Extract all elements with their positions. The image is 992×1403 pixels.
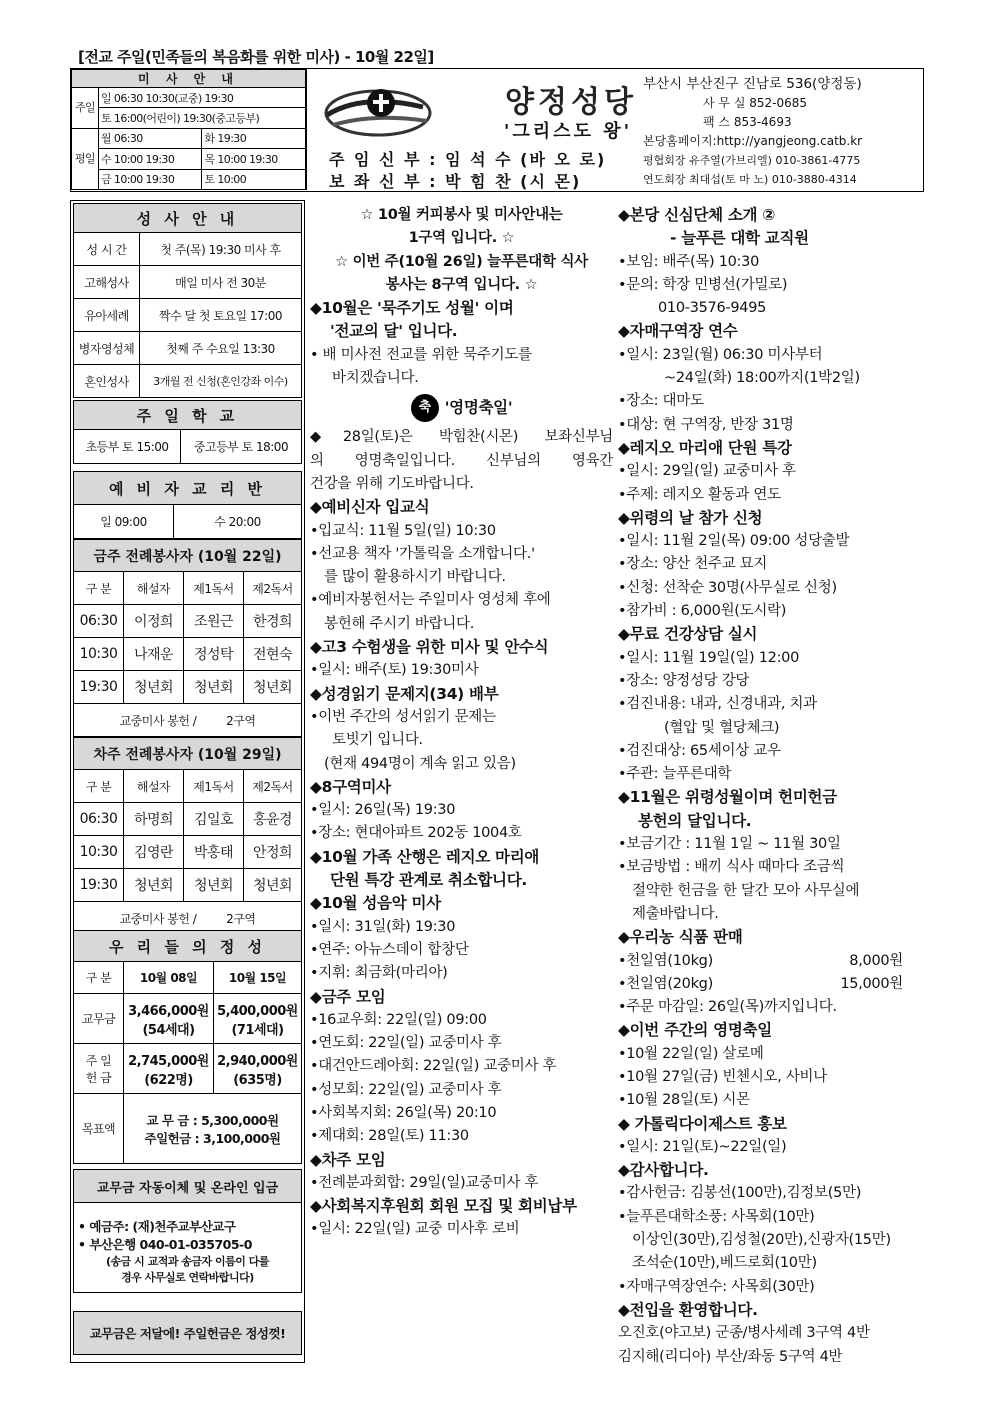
weekday-label: 평일 (72, 128, 99, 189)
text-line: •대상: 현 구역장, 반장 31명 (618, 416, 794, 433)
offerings-title: 우 리 들 의 정 성 (73, 930, 302, 962)
left-info-column (70, 200, 305, 1363)
middle-news-column (310, 204, 613, 1242)
text-line: •10월 22일(일) 살로메 (618, 1045, 764, 1062)
goal-row: 목표액 교 무 금 : 5,300,000원 주일헌금 : 3,100,000원 (73, 1094, 302, 1164)
weekday-mass: 토 10:00 (202, 169, 306, 189)
section-heading: ◆위령의 날 참가 신청 (618, 508, 763, 527)
notice-line: ☆ 10월 커피봉사 및 미사안내는 (360, 207, 563, 223)
sacrament-row: 유아세례 짝수 달 첫 토요일 17:00 (73, 299, 302, 332)
text-line: •예비자봉헌서는 주일미사 영성체 후에 (310, 592, 551, 609)
section-heading: ◆8구역미사 (310, 777, 391, 796)
section-heading: ◆10월은 '묵주기도 성월' 이며 (310, 299, 514, 318)
section-heading: 단원 특강 관계로 취소합니다. (330, 871, 527, 890)
text-line: •전례분과회합: 29일(일)교중미사 후 (310, 1174, 539, 1191)
text-line: (혈압 및 혈당체크) (664, 719, 780, 736)
product-price: 8,000원 (849, 952, 903, 969)
section-heading: ◆우리농 식품 판매 (618, 928, 743, 947)
text-line: 바치겠습니다. (332, 370, 419, 387)
text-line: •지휘: 최금화(마리아) (310, 965, 448, 982)
weekday-mass: 금 10:00 19:30 (99, 169, 202, 189)
text-line: •입교식: 11월 5일(일) 10:30 (310, 522, 496, 539)
text-line: •이번 주간의 성서읽기 문제는 (310, 708, 496, 725)
sunday-mass-2: 토 16:00(어린이) 19:30(중고등부) (99, 108, 306, 128)
footer-slogan: 교무금은 저달에! 주일헌금은 정성껏! (73, 1311, 302, 1355)
church-logo-icon (323, 83, 433, 139)
text-line: •일시: 23일(월) 06:30 미사부터 (618, 346, 823, 363)
catechumen-title: 예 비 자 교 리 반 (73, 471, 302, 505)
section-heading: 봉헌의 달입니다. (638, 811, 752, 830)
text-line: •신청: 선착순 30명(사무실로 신청) (618, 579, 837, 596)
text-line: •연주: 아뉴스데이 합창단 (310, 941, 469, 958)
servers-row: 19:30 청년회 청년회 청년회 (73, 869, 302, 902)
text-line: •보금방법 : 배끼 식사 때마다 조금씩 (618, 859, 845, 876)
product-price: 15,000원 (840, 975, 903, 992)
servers-row: 19:30 청년회 청년회 청년회 (73, 671, 302, 704)
section-heading: ◆무료 건강상담 실시 (618, 625, 758, 644)
text-line: •선교용 책자 '가톨릭을 소개합니다.' (310, 545, 535, 562)
text-line: 이상인(30만),김성철(20만),신광자(15만) (632, 1232, 891, 1249)
text-line: •10월 27일(금) 빈첸시오, 사비나 (618, 1068, 827, 1085)
text-line: 조석순(10만),베드로회(10만) (632, 1255, 817, 1272)
bulletin-title: [전교 주일(민족들의 복음화를 위한 미사) - 10월 22일] (78, 48, 434, 66)
servers-offering-row: 교중미사 봉헌 / 2구역 (73, 902, 302, 935)
contact-info (643, 75, 923, 189)
section-heading: ◆이번 주간의 영명축일 (618, 1021, 772, 1040)
text-line: •장소: 양산 천주교 묘지 (618, 556, 768, 573)
text-line: •일시: 21일(토)~22일(일) (618, 1138, 787, 1155)
feast-title: '영명축일' (444, 398, 513, 417)
section-heading: ◆성경읽기 문제지(34) 배부 (310, 684, 499, 703)
sacrament-row: 병자영성체 첫째 주 수요일 13:30 (73, 332, 302, 365)
homepage-link[interactable]: 본당홈페이지:http://yangjeong.catb.kr (643, 134, 863, 148)
servers-row: 10:30 김영란 박홍태 안정희 (73, 836, 302, 869)
feast-heading (310, 394, 613, 422)
church-name: 양정성당 (505, 85, 637, 120)
text-line: •일시: 29일(일) 교중미사 후 (618, 463, 796, 480)
text-line: 절약한 헌금을 한 달간 모아 사무실에 (632, 882, 860, 899)
text-line: 를 많이 활용하시기 바랍니다. (324, 569, 506, 586)
section-heading: ◆금주 모임 (310, 987, 386, 1006)
section-heading: ◆고3 수험생을 위한 미사 및 안수식 (310, 638, 549, 657)
text-line: (현재 494명이 계속 읽고 있음) (324, 755, 516, 772)
servers-next-week-title: 차주 전례봉사자 (10월 29일) (73, 737, 302, 770)
text-line: •주제: 레지오 활동과 연도 (618, 486, 781, 503)
text-line: •감사헌금: 김봉선(100만),김정보(5만) (618, 1185, 862, 1202)
servers-header-row: 구 분 해설자 제1독서 제2독서 (73, 572, 302, 605)
text-line: • 배 미사전 전교를 위한 묵주기도를 (310, 346, 532, 363)
mass-schedule-table (71, 69, 307, 190)
fax-number: 팩 스 853-4693 (703, 115, 792, 129)
sacrament-row: 성 시 간 첫 주(목) 19:30 미사 후 (73, 233, 302, 266)
servers-offering-row: 교중미사 봉헌 / 2구역 (73, 704, 302, 737)
sunday-label: 주일 (72, 88, 99, 129)
text-line: •보금기간 : 11월 1일 ~ 11월 30일 (618, 836, 841, 853)
text-line: •연도회: 22일(일) 교중미사 후 (310, 1035, 502, 1052)
text-line: •장소: 양정성당 강당 (618, 672, 750, 689)
text-line: 봉헌해 주시기 바랍니다. (324, 615, 474, 632)
section-heading: ◆자매구역장 연수 (618, 322, 738, 341)
text-line: 건강을 위해 기도바랍니다. (310, 475, 474, 492)
sacrament-row: 고해성사 매일 미사 전 30분 (73, 266, 302, 299)
mass-schedule-title: 미 사 안 내 (72, 70, 306, 88)
section-heading: ◆차주 모임 (310, 1150, 386, 1169)
text-line: •보임: 배주(목) 10:30 (618, 253, 759, 270)
notice-line: ☆ 이번 주(10월 26일) 늘푸른대학 식사 (335, 253, 588, 270)
text-line: 010-3576-9495 (658, 300, 767, 317)
product-name: •천일염(10kg) (618, 952, 713, 969)
text-line: •일시: 11월 2일(목) 09:00 성당출발 (618, 533, 850, 550)
sunday-school-row: 초등부 토 15:00 중고등부 토 18:00 (73, 430, 302, 464)
text-line: •주문 마감일: 26일(목)까지입니다. (618, 999, 837, 1016)
section-heading: '전교의 달' 입니다. (330, 322, 458, 341)
section-heading: ◆본당 신심단체 소개 ② (618, 206, 776, 224)
text-line: •제대회: 28일(토) 11:30 (310, 1128, 469, 1145)
office-phone: 사 무 실 852-0685 (703, 96, 807, 110)
servers-header-row: 구 분 해설자 제1독서 제2독서 (73, 770, 302, 803)
text-line: •장소: 현대아파트 202동 1004호 (310, 825, 522, 842)
sacraments-title: 성 사 안 내 (73, 203, 302, 233)
text-line: •검진내용: 내과, 신경내과, 치과 (618, 696, 817, 713)
text-line: •일시: 22일(일) 교중 미사후 로비 (310, 1221, 520, 1238)
section-heading: ◆ 가톨릭다이제스트 홍보 (618, 1114, 787, 1133)
price-line (618, 950, 923, 973)
text-line: •10월 28일(토) 시몬 (618, 1092, 750, 1109)
church-subtitle: '그리스도 왕' (503, 121, 633, 142)
weekday-mass: 화 19:30 (202, 128, 306, 148)
product-name: •천일염(20kg) (618, 975, 713, 992)
president-contact: 평협회장 유주열(가브리엘) 010-3861-4775 (643, 154, 861, 167)
weekday-mass: 수 10:00 19:30 (99, 149, 202, 169)
catechumen-row: 일 09:00 수 20:00 (73, 505, 302, 539)
section-heading: ◆사회복지후원회 회원 모집 및 회비납부 (310, 1197, 577, 1216)
text-line: •주관: 늘푸른대학 (618, 766, 732, 783)
bank-info: • 예금주: (재)천주교부산교구 • 부산은행 040-01-035705-0 (송금 시 교적과 송금자 이름이 다를 경우 사무실로 연락바랍니다) (73, 1203, 302, 1293)
text-line: •자매구역장연수: 사목회(30만) (618, 1278, 815, 1295)
price-line (618, 973, 923, 996)
section-heading: ◆레지오 마리애 단원 특강 (618, 438, 792, 457)
section-heading: ◆전입을 환영합니다. (618, 1300, 758, 1319)
text-line: •대건안드레아회: 22일(일) 교중미사 후 (310, 1058, 557, 1075)
tithe-row: 교무금 3,466,000원 (54세대) 5,400,000원 (71세대) (73, 994, 302, 1044)
pastor-name: 주 임 신 부 : 임 석 수 (바 오 로) (329, 150, 607, 169)
sunday-school-title: 주 일 학 교 (73, 400, 302, 430)
text-line: •늘푸른대학소풍: 사목회(10만) (618, 1208, 815, 1225)
section-heading: ◆예비신자 입교식 (310, 498, 430, 517)
servers-row: 06:30 하명희 김일호 홍윤경 (73, 803, 302, 836)
sacrament-row: 혼인성사 3개월 전 신청(혼인강좌 이수) (73, 365, 302, 398)
address: 부산시 부산진구 진남로 536(양정동) (643, 76, 862, 92)
text-line: ~24일(화) 18:00까지(1박2일) (664, 370, 860, 387)
text-line: •사회복지회: 26일(목) 20:10 (310, 1104, 497, 1121)
text-line: •성모회: 22일(일) 교중미사 후 (310, 1081, 502, 1098)
text-line: 의 영명축일입니다. 신부님의 영육간 (310, 452, 613, 469)
text-line: •일시: 배주(토) 19:30미사 (310, 662, 479, 679)
section-heading: - 늘푸른 대학 교직원 (670, 229, 809, 248)
servers-row: 10:30 나재운 정성탁 전현숙 (73, 638, 302, 671)
text-line: •일시: 11월 19일(일) 12:00 (618, 649, 800, 666)
section-heading: ◆11월은 위령성월이며 헌미헌금 (618, 788, 837, 807)
text-line: •일시: 26일(목) 19:30 (310, 802, 456, 819)
text-line: •문의: 학장 민병선(가밀로) (618, 276, 788, 293)
weekday-mass: 월 06:30 (99, 128, 202, 148)
text-line: •참가비 : 6,000원(도시락) (618, 603, 787, 620)
text-line: 오진호(야고보) 군종/병사세례 3구역 4반 (618, 1325, 870, 1342)
text-line: ◆28일(토)은 박힘찬(시몬) 보좌신부님 (310, 429, 613, 446)
weekday-mass: 목 10:00 19:30 (202, 149, 306, 169)
offerings-header-row: 구 분 10월 08일 10월 15일 (73, 962, 302, 994)
header-box (70, 68, 924, 192)
servers-row: 06:30 이정희 조원근 한경희 (73, 605, 302, 638)
assistant-priest-name: 보 좌 신 부 : 박 힘 찬 (시 몬) (329, 172, 582, 191)
section-heading: ◆10월 성음악 미사 (310, 894, 441, 913)
notice-line: 1구역 입니다. ☆ (408, 230, 515, 247)
notice-line: 봉사는 8구역 입니다. ☆ (385, 276, 538, 293)
youth-president-contact: 연도회장 최대섭(토 마 노) 010-3880-4314 (643, 173, 857, 186)
sunday-offering-row: 주 일 헌 금 2,745,000원 (622명) 2,940,000원 (635명) (73, 1044, 302, 1094)
text-line: 토빗기 입니다. (332, 732, 423, 749)
text-line: 김지해(리디아) 부산/좌동 5구역 4반 (618, 1348, 843, 1365)
feast-badge-icon: 축 (411, 394, 439, 422)
bank-transfer-title: 교무금 자동이체 및 온라인 입금 (73, 1169, 302, 1203)
section-heading: ◆10월 가족 산행은 레지오 마리애 (310, 847, 540, 866)
text-line: •검진대상: 65세이상 교우 (618, 742, 781, 759)
text-line: •16교우회: 22일(일) 09:00 (310, 1011, 487, 1028)
text-line: •일시: 31일(화) 19:30 (310, 918, 456, 935)
right-news-column (618, 204, 923, 1369)
servers-this-week-title: 금주 전례봉사자 (10월 22일) (73, 539, 302, 572)
text-line: 제출바랍니다. (632, 905, 719, 922)
sunday-mass-1: 일 06:30 10:30(교중) 19:30 (99, 88, 306, 108)
text-line: •장소: 대마도 (618, 393, 704, 410)
section-heading: ◆감사합니다. (618, 1161, 709, 1180)
